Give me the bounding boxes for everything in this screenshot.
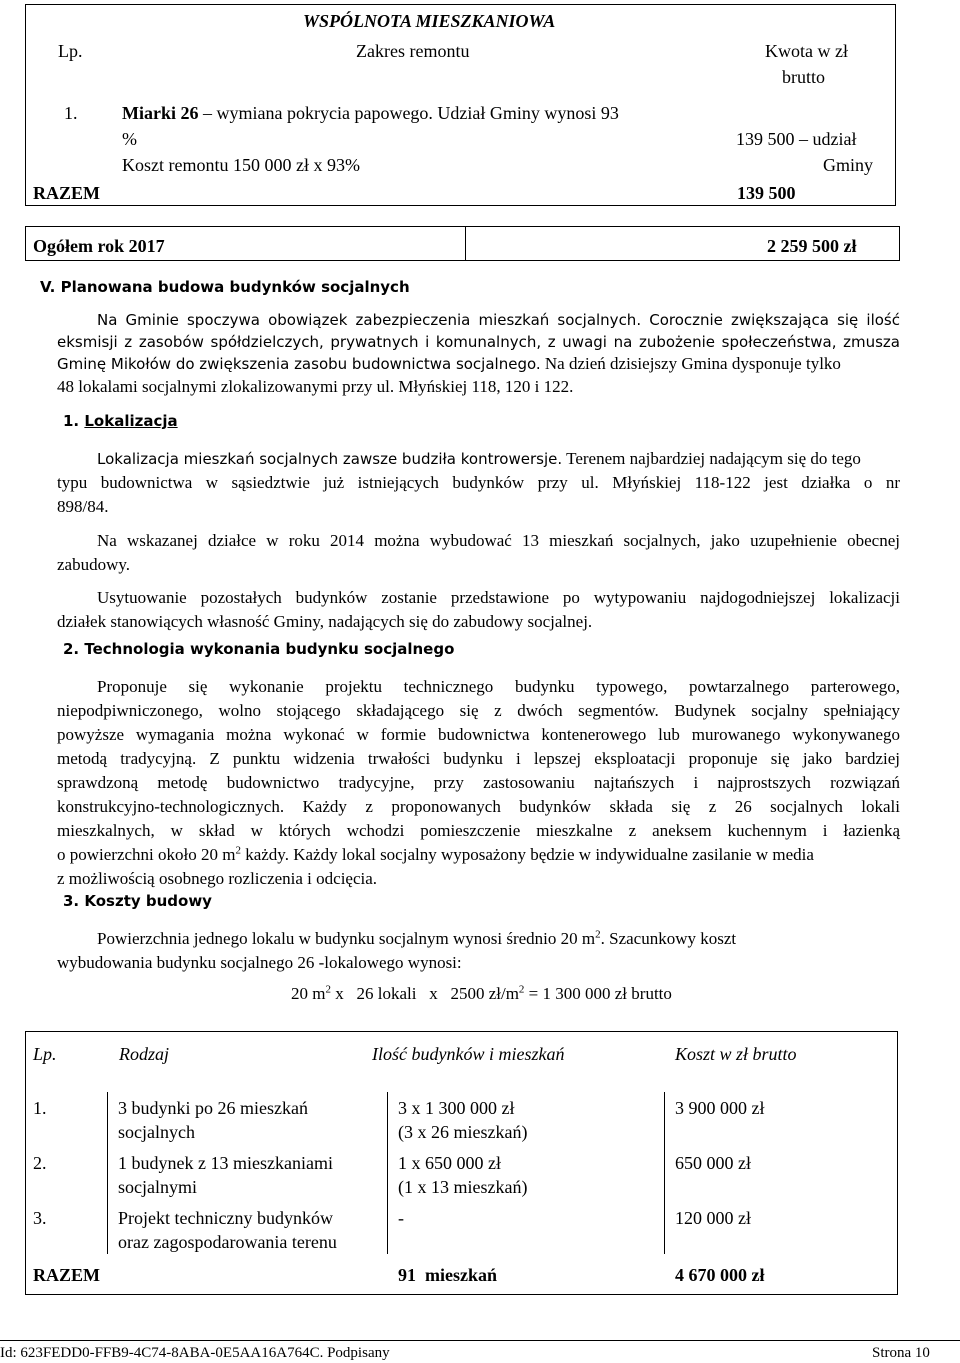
technologia-number: 2. bbox=[63, 640, 80, 658]
koszty-line-1-sup: 2 bbox=[595, 928, 601, 941]
lokalizacja-heading bbox=[63, 410, 178, 432]
koszty-line-1a: Powierzchnia jednego lokalu w budynku socjalnym wynosi średnio 20 m bbox=[97, 929, 596, 948]
section-v-line-1: Na Gminie spoczywa obowiązek zabezpieczenia mieszkań socjalnych. Corocznie zwiększająca się ilość bbox=[97, 311, 900, 329]
koszty-heading bbox=[63, 890, 212, 912]
technologia-line-3: powyższe wymagania można wykonać w formie budownictwa kontenerowego lub murowanego wykonywanego bbox=[57, 725, 900, 744]
cost-row-1-count-2: (3 x 26 mieszkań) bbox=[398, 1122, 528, 1142]
top-total-value: 139 500 bbox=[737, 183, 796, 203]
row1-address: Miarki 26 bbox=[122, 103, 199, 123]
cost-row-2-cost: 650 000 zł bbox=[675, 1153, 751, 1173]
formula-b-sup: 2 bbox=[518, 983, 525, 996]
footer-id: Id: 623FEDD0-FFB9-4C74-8ABA-0E5AA16A764C. Podpisany bbox=[0, 1345, 390, 1361]
technologia-line-7: mieszkalnych, w skład w których wchodzi pomieszczenie mieszkalne z aneksem kuchennym i łazienką bbox=[57, 821, 900, 840]
cost-header-count: Ilość budynków i mieszkań bbox=[372, 1044, 565, 1064]
section-v-line-3 bbox=[57, 353, 900, 375]
formula-b: x 26 lokali x 2500 zł/m bbox=[330, 984, 519, 1003]
technologia-line-9: z możliwością osobnego rozliczenia i odcięcia. bbox=[57, 869, 378, 888]
lokalizacja-number: 1. bbox=[63, 412, 80, 430]
cost-row-3-count-1: - bbox=[398, 1208, 404, 1228]
section-v-heading: V. Planowana budowa budynków socjalnych bbox=[40, 278, 410, 296]
cost-total-cost: 4 670 000 zł bbox=[675, 1265, 765, 1285]
cost-row-3-type-2: oraz zagospodarowania terenu bbox=[118, 1232, 337, 1252]
technologia-line-1: Proponuje się wykonanie projektu technicznego budynku typowego, powtarzalnego parterowego, bbox=[97, 677, 900, 696]
header-scope: Zakres remontu bbox=[356, 41, 470, 61]
technologia-line-2: niepodpiwniczonego, wolno stojącego składającego się z dwóch segmentów. Budynek socjalny spełniający bbox=[57, 701, 900, 720]
row1-description bbox=[122, 100, 619, 126]
header-amount-1: Kwota w zł bbox=[765, 41, 848, 61]
cost-header-lp: Lp. bbox=[33, 1044, 57, 1064]
cost-row-1-cost: 3 900 000 zł bbox=[675, 1098, 765, 1118]
cost-row-3-lp: 3. bbox=[33, 1208, 47, 1228]
overall-label: Ogółem rok 2017 bbox=[33, 236, 165, 256]
lokalizacja-title: Lokalizacja bbox=[84, 412, 178, 430]
top-table-title: WSPÓLNOTA MIESZKANIOWA bbox=[303, 11, 556, 31]
technologia-line-8-sup: 2 bbox=[235, 844, 241, 857]
cost-row-3-cost: 120 000 zł bbox=[675, 1208, 751, 1228]
koszty-line-2: wybudowania budynku socjalnego 26 -lokalowego wynosi: bbox=[57, 953, 462, 972]
cost-total-label: RAZEM bbox=[33, 1265, 100, 1285]
footer-divider bbox=[0, 1340, 960, 1341]
lokalizacja-p2-line2: zabudowy. bbox=[57, 555, 131, 574]
koszty-line-1 bbox=[97, 927, 900, 951]
cost-header-type: Rodzaj bbox=[119, 1044, 170, 1064]
technologia-title: Technologia wykonania budynku socjalnego bbox=[84, 640, 455, 658]
lokalizacja-p2-line1: Na wskazanej działce w roku 2014 można wybudować 13 mieszkań socjalnych, jako uzupełnienie obecnej bbox=[97, 531, 900, 550]
koszty-line-1b: . Szacunkowy koszt bbox=[600, 929, 737, 948]
header-amount-2: brutto bbox=[782, 67, 825, 87]
formula-a: 20 m bbox=[291, 984, 326, 1003]
cost-total-count: 91 mieszkań bbox=[398, 1265, 497, 1285]
section-v-line-2: eksmisji z zasobów spółdzielczych, prywatnych i komunalnych, z uwagi na zubożenie społeczeństwa, zmusza bbox=[57, 333, 900, 351]
row1-desc-line3: Koszt remontu 150 000 zł x 93% bbox=[122, 155, 360, 175]
koszty-number: 3. bbox=[63, 892, 80, 910]
cost-row-2-count-1: 1 x 650 000 zł bbox=[398, 1153, 501, 1173]
footer-page-number: Strona 10 bbox=[872, 1345, 930, 1361]
row1-amount-1: 139 500 – udział bbox=[736, 129, 857, 149]
cost-row-1-type-2: socjalnych bbox=[118, 1122, 195, 1142]
cost-row-2-type-2: socjalnymi bbox=[118, 1177, 197, 1197]
cost-row-2-lp: 2. bbox=[33, 1153, 47, 1173]
formula-a-sup: 2 bbox=[325, 983, 331, 996]
lokalizacja-p1-line3: 898/84. bbox=[57, 497, 109, 516]
lokalizacja-p1-line2: typu budownictwa w sąsiedztwie już istniejących budynków przy ul. Młyńskiej 118-122 jest działka o nr bbox=[57, 473, 900, 492]
row1-desc-line2: % bbox=[122, 129, 137, 149]
top-total-label: RAZEM bbox=[33, 183, 100, 203]
lokalizacja-p3-line2: działek stanowiących własność Gminy, nadających się do zabudowy socjalnej. bbox=[57, 612, 593, 631]
lokalizacja-p3-line1: Usytuowanie pozostałych budynków zostanie przedstawione po wytypowaniu najdogodniejszej lokalizacji bbox=[97, 588, 900, 607]
technologia-line-4: metodą tradycyjną. Z punktu widzenia trwałości budynku i lepszej eksploatacji proponuje się jako bardziej bbox=[57, 749, 900, 768]
koszty-title: Koszty budowy bbox=[84, 892, 212, 910]
technologia-heading bbox=[63, 638, 454, 660]
technologia-line-8 bbox=[57, 843, 900, 867]
row1-lp: 1. bbox=[64, 103, 78, 123]
cost-row-1-count-1: 3 x 1 300 000 zł bbox=[398, 1098, 515, 1118]
lokalizacja-p1-line1 bbox=[97, 447, 900, 471]
formula-c: = 1 300 000 zł brutto bbox=[524, 984, 672, 1003]
technologia-line-8a: o powierzchni około 20 m bbox=[57, 845, 236, 864]
koszty-formula bbox=[291, 982, 672, 1006]
row1-desc-rest: – wymiana pokrycia papowego. Udział Gminy wynosi 93 bbox=[198, 103, 619, 123]
lokalizacja-p1-a: Lokalizacja mieszkań socjalnych zawsze budziła kontrowersje. bbox=[97, 450, 563, 468]
cost-row-2-count-2: (1 x 13 mieszkań) bbox=[398, 1177, 528, 1197]
technologia-line-8b: każdy. Każdy lokal socjalny wyposażony będzie w indywidualne zasilanie w media bbox=[240, 845, 814, 864]
cost-row-2-type-1: 1 budynek z 13 mieszkaniami bbox=[118, 1153, 333, 1173]
cost-row-1-lp: 1. bbox=[33, 1098, 47, 1118]
lokalizacja-p1-b: Terenem najbardziej nadającym się do tego bbox=[566, 449, 861, 468]
overall-value: 2 259 500 zł bbox=[767, 236, 857, 256]
row1-amount-2: Gminy bbox=[823, 155, 874, 175]
section-v-line-3b-text: Na dzień dzisiejszy Gmina dysponuje tylko bbox=[544, 354, 841, 373]
technologia-line-6: konstrukcyjno-technologicznych. Każdy z proponowanych budynków składa się z 26 socjalnych lokali bbox=[57, 797, 900, 816]
section-v-line-3a: Gminę Mikołów do zwiększenia zasobu budownictwa socjalnego. bbox=[57, 355, 541, 373]
cost-row-1-type-1: 3 budynki po 26 mieszkań bbox=[118, 1098, 308, 1118]
cost-row-3-type-1: Projekt techniczny budynków bbox=[118, 1208, 333, 1228]
cost-header-cost: Koszt w zł brutto bbox=[675, 1044, 797, 1064]
header-lp: Lp. bbox=[58, 41, 83, 61]
technologia-line-5: sprawdzoną metodę budownictwo tradycyjne, przy zastosowaniu najtańszych i najprostszych rozwiązań bbox=[57, 773, 900, 792]
section-v-line-3b bbox=[541, 354, 841, 373]
section-v-line-4: 48 lokalami socjalnymi zlokalizowanymi przy ul. Młyńskiej 118, 120 i 122. bbox=[57, 377, 574, 396]
